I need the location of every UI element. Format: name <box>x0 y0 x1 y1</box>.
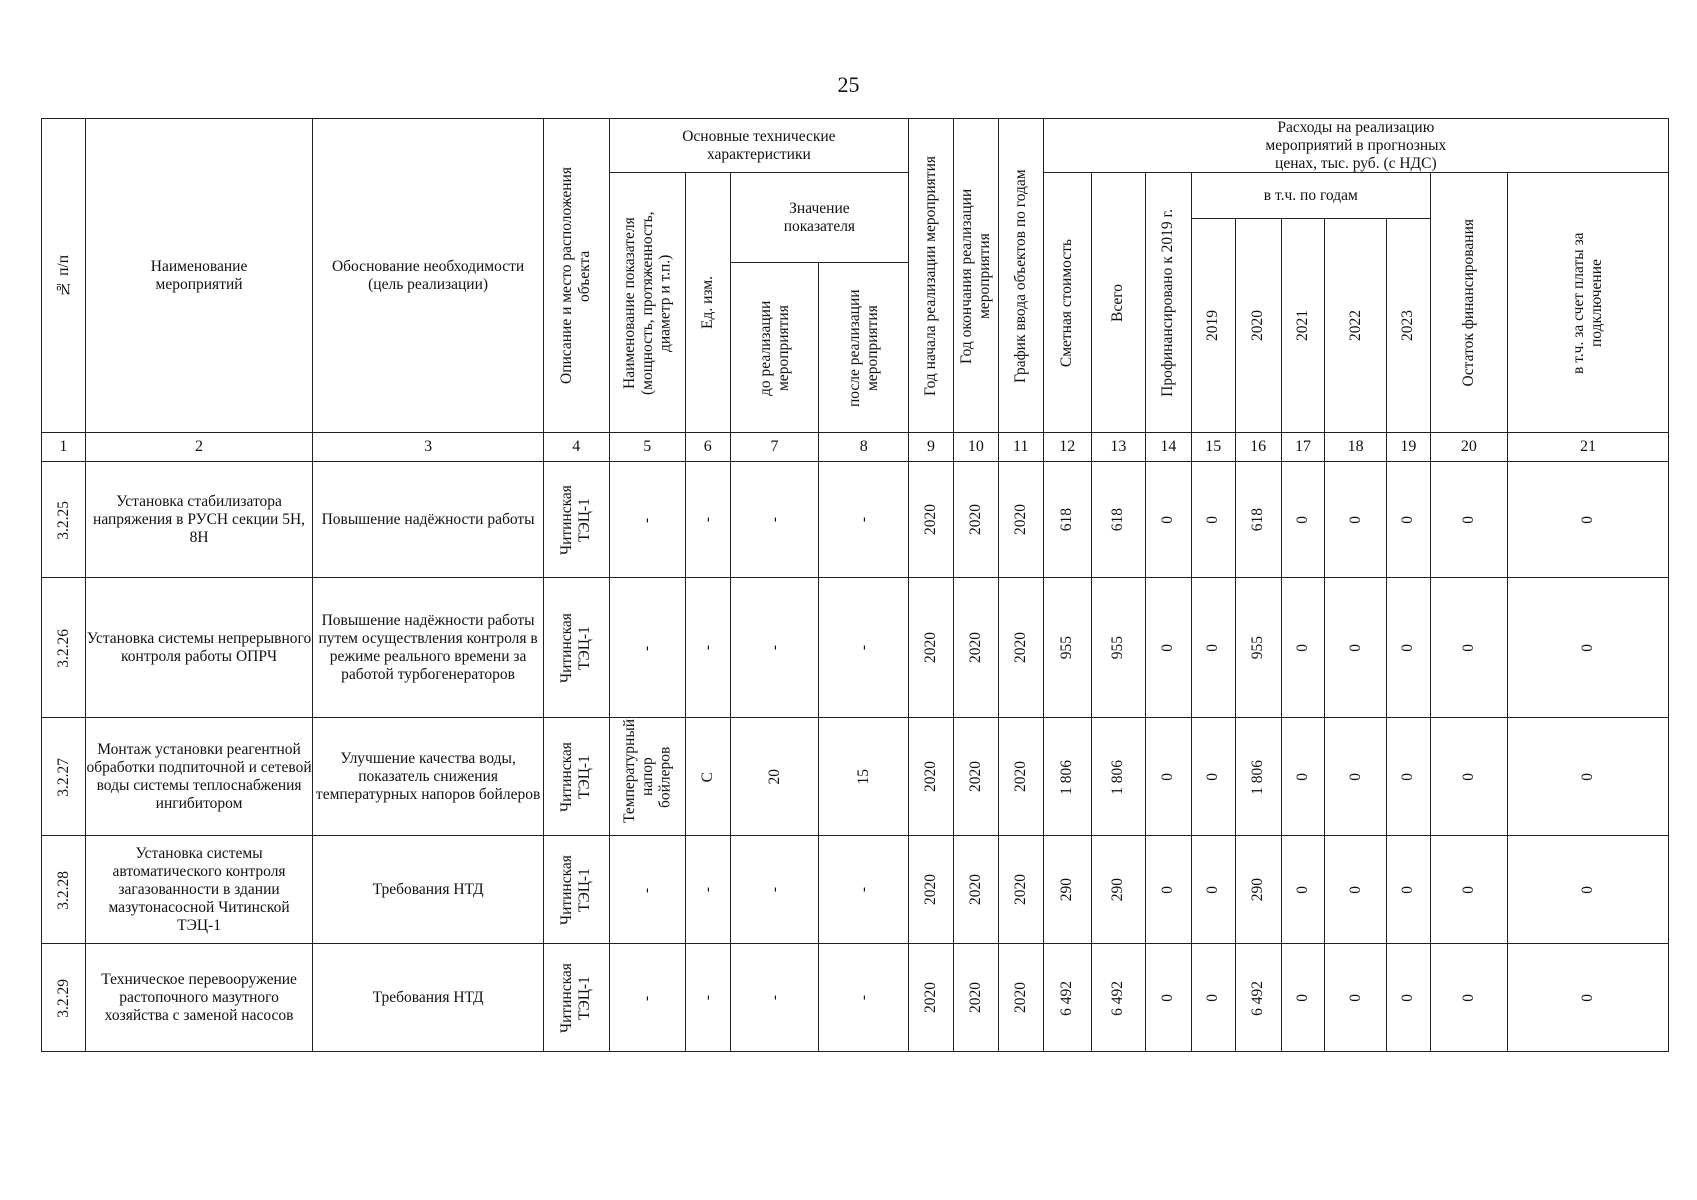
cell-start: 2020 <box>909 578 954 718</box>
header-schedule: График ввода объектов по годам <box>998 119 1043 433</box>
header-y2019: 2019 <box>1191 219 1235 433</box>
colnum: 9 <box>909 433 954 462</box>
header-y2020: 2020 <box>1235 219 1281 433</box>
cell-remainder: 0 <box>1430 462 1507 578</box>
cell-prefinanced: 0 <box>1145 462 1191 578</box>
cell-y2019: 0 <box>1191 944 1235 1052</box>
table-row <box>42 462 1669 578</box>
cell-y2019: 0 <box>1191 578 1235 718</box>
cell-estimate: 1 806 <box>1043 718 1091 836</box>
cell-remainder: 0 <box>1430 836 1507 944</box>
header-remainder: Остаток финансирования <box>1430 173 1507 433</box>
cell-indicator: Температурный напор бойлеров <box>609 718 685 836</box>
cell-total: 6 492 <box>1091 944 1145 1052</box>
header-reason: Обоснование необходимости (цель реализации) <box>313 119 544 433</box>
cell-prefinanced: 0 <box>1145 578 1191 718</box>
cell-y2020: 290 <box>1235 836 1281 944</box>
cell-start: 2020 <box>909 462 954 578</box>
cell-name: Установка стабилизатора напряжения в РУСН секции 5Н, 8Н <box>85 462 312 578</box>
colnum: 4 <box>543 433 609 462</box>
colnum: 15 <box>1191 433 1235 462</box>
cell-after: - <box>819 944 909 1052</box>
colnum: 14 <box>1145 433 1191 462</box>
colnum: 5 <box>609 433 685 462</box>
header-y2022: 2022 <box>1325 219 1387 433</box>
cell-y2021: 0 <box>1281 578 1325 718</box>
cell-end: 2020 <box>953 836 998 944</box>
investment-table <box>41 118 1669 1052</box>
cell-unit: - <box>685 462 730 578</box>
header-y2021: 2021 <box>1281 219 1325 433</box>
header-after: после реализации мероприятия <box>819 263 909 433</box>
cell-num: 3.2.29 <box>42 944 86 1052</box>
cell-unit: С <box>685 718 730 836</box>
cell-after: 15 <box>819 718 909 836</box>
cell-end: 2020 <box>953 944 998 1052</box>
cell-indicator: - <box>609 944 685 1052</box>
cell-y2022: 0 <box>1325 578 1387 718</box>
cell-before: - <box>730 836 819 944</box>
colnum: 13 <box>1091 433 1145 462</box>
colnum: 18 <box>1325 433 1387 462</box>
cell-y2021: 0 <box>1281 718 1325 836</box>
header-name: Наименование мероприятий <box>85 119 312 433</box>
cell-before: - <box>730 462 819 578</box>
colnum: 11 <box>998 433 1043 462</box>
colnum: 3 <box>313 433 544 462</box>
header-num: № п/п <box>42 119 86 433</box>
cell-before: 20 <box>730 718 819 836</box>
cell-schedule: 2020 <box>998 944 1043 1052</box>
cell-y2021: 0 <box>1281 836 1325 944</box>
cell-y2021: 0 <box>1281 944 1325 1052</box>
colnum: 21 <box>1507 433 1668 462</box>
header-prefinanced: Профинансировано к 2019 г. <box>1145 173 1191 433</box>
cell-schedule: 2020 <box>998 578 1043 718</box>
cell-connection-fee: 0 <box>1507 718 1668 836</box>
cell-total: 955 <box>1091 578 1145 718</box>
page-number: 25 <box>837 72 860 97</box>
header-before: до реализации мероприятия <box>730 263 819 433</box>
colnum: 8 <box>819 433 909 462</box>
cell-num: 3.2.27 <box>42 718 86 836</box>
header-tech-group: Основные технические характеристики <box>609 119 908 173</box>
cell-after: - <box>819 836 909 944</box>
cell-reason: Требования НТД <box>313 944 544 1052</box>
cell-indicator: - <box>609 836 685 944</box>
cell-start: 2020 <box>909 836 954 944</box>
cell-y2023: 0 <box>1386 836 1430 944</box>
cell-estimate: 955 <box>1043 578 1091 718</box>
cell-end: 2020 <box>953 462 998 578</box>
cell-schedule: 2020 <box>998 718 1043 836</box>
cell-after: - <box>819 578 909 718</box>
colnum: 12 <box>1043 433 1091 462</box>
colnum: 19 <box>1386 433 1430 462</box>
header-indicator: Наименование показателя (мощность, протяженность, диаметр и т.п.) <box>609 173 685 433</box>
cell-end: 2020 <box>953 578 998 718</box>
cell-reason: Повышение надёжности работы путем осуществления контроля в режиме реального времени за работой турбогенераторов <box>313 578 544 718</box>
cell-name: Техническое перевооружение растопочного мазутного хозяйства с заменой насосов <box>85 944 312 1052</box>
cell-unit: - <box>685 578 730 718</box>
cell-connection-fee: 0 <box>1507 944 1668 1052</box>
cell-location: Читинская ТЭЦ-1 <box>543 944 609 1052</box>
cell-y2020: 1 806 <box>1235 718 1281 836</box>
column-numbers-row <box>42 433 1669 462</box>
cell-unit: - <box>685 944 730 1052</box>
cell-indicator: - <box>609 578 685 718</box>
table-row <box>42 944 1669 1052</box>
table-row <box>42 718 1669 836</box>
cell-estimate: 290 <box>1043 836 1091 944</box>
table-row <box>42 578 1669 718</box>
cell-num: 3.2.26 <box>42 578 86 718</box>
colnum: 10 <box>953 433 998 462</box>
cell-total: 1 806 <box>1091 718 1145 836</box>
colnum: 20 <box>1430 433 1507 462</box>
colnum: 17 <box>1281 433 1325 462</box>
cell-remainder: 0 <box>1430 944 1507 1052</box>
cell-y2020: 618 <box>1235 462 1281 578</box>
cell-y2022: 0 <box>1325 944 1387 1052</box>
cell-schedule: 2020 <box>998 836 1043 944</box>
cell-y2023: 0 <box>1386 718 1430 836</box>
cell-before: - <box>730 944 819 1052</box>
table-row <box>42 836 1669 944</box>
colnum: 6 <box>685 433 730 462</box>
cell-location: Читинская ТЭЦ-1 <box>543 836 609 944</box>
table-body <box>42 462 1669 1052</box>
cell-schedule: 2020 <box>998 462 1043 578</box>
cell-indicator: - <box>609 462 685 578</box>
cell-num: 3.2.28 <box>42 836 86 944</box>
colnum: 7 <box>730 433 819 462</box>
colnum: 1 <box>42 433 86 462</box>
cell-start: 2020 <box>909 944 954 1052</box>
header-y2023: 2023 <box>1386 219 1430 433</box>
cell-name: Монтаж установки реагентной обработки подпиточной и сетевой воды системы теплоснабжения ингибитором <box>85 718 312 836</box>
header-location: Описание и место расположения объекта <box>543 119 609 433</box>
cell-after: - <box>819 462 909 578</box>
cell-estimate: 618 <box>1043 462 1091 578</box>
header-cost-group: Расходы на реализацию мероприятий в прогнозных ценах, тыс. руб. (с НДС) <box>1043 119 1668 173</box>
cell-y2022: 0 <box>1325 462 1387 578</box>
cell-location: Читинская ТЭЦ-1 <box>543 578 609 718</box>
cell-y2023: 0 <box>1386 944 1430 1052</box>
header-connection-fee: в т.ч. за счет платы за подключение <box>1507 173 1668 433</box>
cell-reason: Повышение надёжности работы <box>313 462 544 578</box>
cell-prefinanced: 0 <box>1145 836 1191 944</box>
cell-reason: Требования НТД <box>313 836 544 944</box>
header-start: Год начала реализации мероприятия <box>909 119 954 433</box>
colnum: 16 <box>1235 433 1281 462</box>
header-value-group: Значение показателя <box>730 173 908 263</box>
cell-y2021: 0 <box>1281 462 1325 578</box>
cell-location: Читинская ТЭЦ-1 <box>543 462 609 578</box>
header-total: Всего <box>1091 173 1145 433</box>
cell-y2023: 0 <box>1386 462 1430 578</box>
cell-start: 2020 <box>909 718 954 836</box>
cell-reason: Улучшение качества воды, показатель снижения температурных напоров бойлеров <box>313 718 544 836</box>
cell-end: 2020 <box>953 718 998 836</box>
cell-remainder: 0 <box>1430 718 1507 836</box>
cell-estimate: 6 492 <box>1043 944 1091 1052</box>
header-unit: Ед. изм. <box>685 173 730 433</box>
header-end: Год окончания реализации мероприятия <box>953 119 998 433</box>
cell-y2019: 0 <box>1191 836 1235 944</box>
cell-connection-fee: 0 <box>1507 462 1668 578</box>
header-years-group: в т.ч. по годам <box>1191 173 1430 219</box>
cell-y2019: 0 <box>1191 718 1235 836</box>
cell-y2020: 955 <box>1235 578 1281 718</box>
cell-total: 290 <box>1091 836 1145 944</box>
cell-connection-fee: 0 <box>1507 578 1668 718</box>
cell-prefinanced: 0 <box>1145 718 1191 836</box>
cell-total: 618 <box>1091 462 1145 578</box>
cell-location: Читинская ТЭЦ-1 <box>543 718 609 836</box>
cell-prefinanced: 0 <box>1145 944 1191 1052</box>
cell-before: - <box>730 578 819 718</box>
cell-num: 3.2.25 <box>42 462 86 578</box>
cell-y2022: 0 <box>1325 718 1387 836</box>
cell-connection-fee: 0 <box>1507 836 1668 944</box>
cell-remainder: 0 <box>1430 578 1507 718</box>
cell-y2023: 0 <box>1386 578 1430 718</box>
cell-y2022: 0 <box>1325 836 1387 944</box>
cell-name: Установка системы непрерывного контроля работы ОПРЧ <box>85 578 312 718</box>
cell-name: Установка системы автоматического контроля загазованности в здании мазутонасосной Читинской ТЭЦ-1 <box>85 836 312 944</box>
cell-unit: - <box>685 836 730 944</box>
colnum: 2 <box>85 433 312 462</box>
cell-y2020: 6 492 <box>1235 944 1281 1052</box>
header-estimate: Сметная стоимость <box>1043 173 1091 433</box>
cell-y2019: 0 <box>1191 462 1235 578</box>
